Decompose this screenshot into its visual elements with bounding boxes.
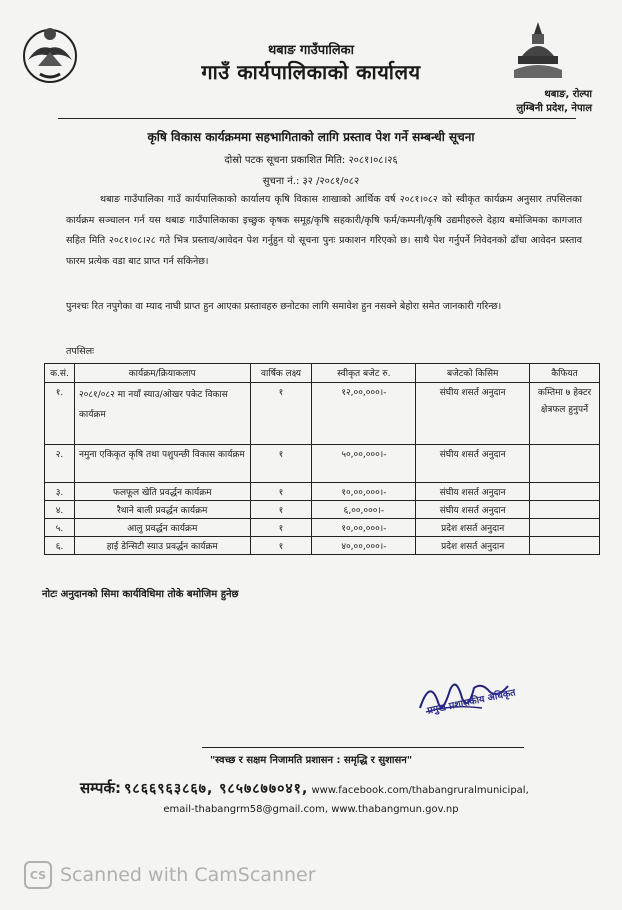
cell-budget-type: संघीय शसर्त अनुदान — [416, 445, 530, 483]
cell-target: १ — [250, 445, 312, 483]
details-label: तपसिलः — [66, 346, 95, 357]
cell-budget: १०,००,०००।- — [312, 483, 416, 501]
camscanner-logo-icon: CS — [24, 861, 52, 889]
cell-remarks — [530, 483, 600, 501]
table-row — [45, 519, 600, 537]
address-district: थबाङ, रोल्पा — [544, 89, 592, 100]
cell-remarks — [530, 537, 600, 555]
subsidy-note: नोटः अनुदानको सिमा कार्यविधिमा तोके बमोजिम हुनेछ — [42, 589, 239, 600]
table-row — [45, 501, 600, 519]
address-province: लुम्बिनी प्रदेश, नेपाल — [516, 103, 592, 114]
cell-remarks — [530, 519, 600, 537]
cell-sn: २. — [45, 445, 75, 483]
col-header-remarks: कैफियत — [530, 364, 600, 383]
cell-budget: १२,००,०००।- — [312, 383, 416, 445]
notice-body: थबाङ गाउँपालिका गाउँ कार्यपालिकाको कार्यालय कृषि विकास शाखाको आर्थिक वर्ष २०८१।०८२ को स्वीकृत कार्यक्रम अनुसार तपसिलका कार्यक्रम सञ्चालन गर्न यस थबाङ गाउँपालिकाका इच्छुक कृषक समूह/कृषि सहकारी/कृषि फर्म/कम्पनी/कृषि उद्यमीहरुले देहाय बमोजिमका कागजात सहित मिति २०८१।०८।२८ गते भित्र प्रस्ताव/आवेदन पेश गर्नुहुन यो सूचना पुनः प्रकाशन गरिएको छ। साथै पेश गर्नुपर्ने निवेदनको ढाँचा आवेदन प्रस्ताव फारम प्रत्येक वडा बाट प्राप्त गर्न सकिनेछ। — [66, 194, 582, 267]
cell-target: १ — [250, 519, 312, 537]
col-header-target: वार्षिक लक्ष्य — [250, 364, 312, 383]
table-row — [45, 445, 600, 483]
cell-program: फलफूल खेति प्रवर्द्धन कार्यक्रम — [74, 483, 250, 501]
table-header-row — [45, 364, 600, 383]
table-row — [45, 537, 600, 555]
program-table — [44, 363, 600, 555]
contact-facebook: www.facebook.com/thabangruralmunicipal, — [311, 785, 529, 796]
contact-label: सम्पर्क: — [80, 779, 121, 797]
cell-sn: ५. — [45, 519, 75, 537]
cell-remarks — [530, 445, 600, 483]
cell-budget-type: संघीय शसर्त अनुदान — [416, 383, 530, 445]
signatory-title: प्रमुख प्रशासकीय अधिकृत — [426, 687, 517, 717]
cell-budget-type: संघीय शसर्त अनुदान — [416, 483, 530, 501]
camscanner-watermark — [24, 860, 316, 890]
cell-target: १ — [250, 501, 312, 519]
notice-title: कृषि विकास कार्यक्रममा सहभागिताको लागि प्रस्ताव पेश गर्ने सम्बन्धी सूचना — [147, 130, 475, 144]
header-divider — [58, 118, 576, 119]
col-header-program: कार्यक्रम/क्रियाकलाप — [74, 364, 250, 383]
col-header-sn: क.सं. — [45, 364, 75, 383]
office-name: गाउँ कार्यपालिकाको कार्यालय — [201, 60, 421, 84]
cell-budget-type: प्रदेश शसर्त अनुदान — [416, 519, 530, 537]
table-row — [45, 483, 600, 501]
cell-sn: १. — [45, 383, 75, 445]
cell-budget: ४०,००,०००।- — [312, 537, 416, 555]
cell-remarks: कम्तिमा ७ हेक्टर क्षेत्रफल हुनुपर्ने — [530, 383, 600, 445]
contact-line — [80, 778, 529, 798]
contact-email-web: email-thabangrm58@gmail.com, www.thabangmun.gov.np — [163, 804, 459, 815]
municipality-name: थबाङ गाउँपालिका — [268, 43, 354, 58]
cell-target: १ — [250, 383, 312, 445]
col-header-budget: स्वीकृत बजेट रु. — [312, 364, 416, 383]
cell-budget: ५०,००,०००।- — [312, 445, 416, 483]
cell-remarks — [530, 501, 600, 519]
cell-sn: ४. — [45, 501, 75, 519]
col-header-budget-type: बजेटको किसिम — [416, 364, 530, 383]
cell-sn: ६. — [45, 537, 75, 555]
cell-target: १ — [250, 537, 312, 555]
footer-divider — [202, 747, 524, 748]
camscanner-text: Scanned with CamScanner — [60, 864, 316, 886]
cell-program: रैथाने बाली प्रवर्द्धन कार्यक्रम — [74, 501, 250, 519]
cell-target: १ — [250, 483, 312, 501]
cell-program: नमुना एकिकृत कृषि तथा पशुपन्छी विकास कार्यक्रम — [74, 445, 250, 483]
publish-date-line: दोस्रो पटक सूचना प्रकाशित मिति: २०८१।०८।२६ — [224, 155, 398, 166]
cell-program: आलु प्रवर्द्धन कार्यक्रम — [74, 519, 250, 537]
table-row — [45, 383, 600, 445]
cell-program: हाई डेन्सिटी स्याउ प्रवर्द्धन कार्यक्रम — [74, 537, 250, 555]
cell-sn: ३. — [45, 483, 75, 501]
contact-phones: ९८६६९६३८६७, ९८५७८७७०४१, — [124, 781, 309, 797]
notice-number: सुचना नं.: ३२ /२०८१/०८२ — [262, 176, 360, 187]
cell-budget-type: प्रदेश शसर्त अनुदान — [416, 537, 530, 555]
cell-budget-type: संघीय शसर्त अनुदान — [416, 501, 530, 519]
notice-postscript: पुनश्चः रित नपुगेका वा म्याद नाघी प्राप्त हुन आएका प्रस्तावहरु छनोटका लागि समावेश हुन नसक्ने बेहोरा समेत जानकारी गरिन्छ। — [66, 301, 502, 312]
footer-motto: "स्वच्छ र सक्षम निजामति प्रशासन : समृद्धि र सुशासन" — [209, 755, 413, 766]
cell-program: २०८१/०८२ मा नयाँ स्याउ/ओखर पकेट विकास कार्यक्रम — [74, 383, 250, 445]
cell-budget: १०,००,०००।- — [312, 519, 416, 537]
cell-budget: ६,००,०००।- — [312, 501, 416, 519]
